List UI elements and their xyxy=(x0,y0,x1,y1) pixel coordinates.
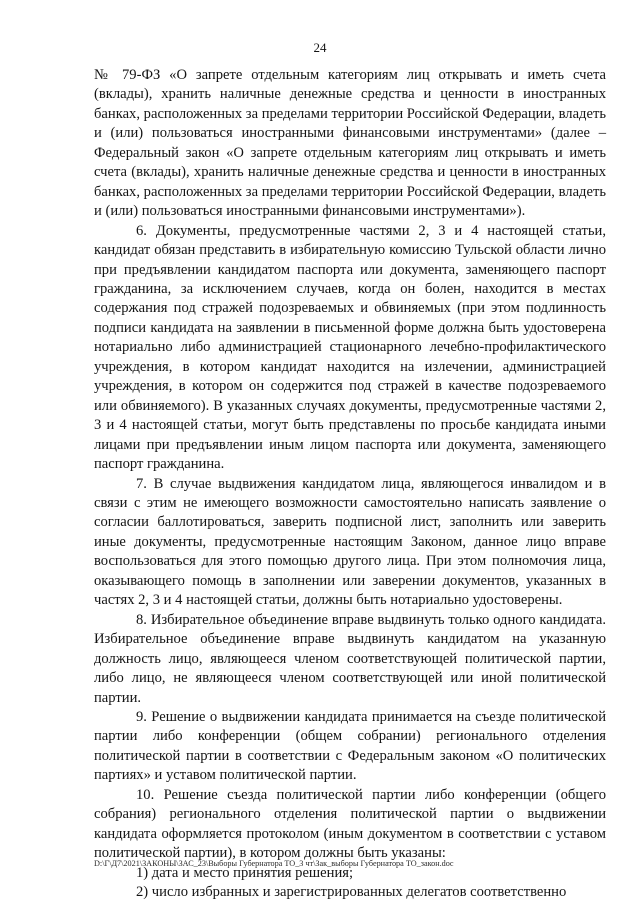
paragraph-7: 7. В случае выдвижения кандидатом лица, являющегося инвалидом и в связи с этим не имеющего возможности самостоятельно написать заявление о согласии баллотироваться, заверить подписной лист, заполнить или заверить иные документы, предусмотренные настоящим Законом, данное лицо вправе воспользоваться для этого помощью другого лица. При этом полномочия лица, оказывающего помощь в заполнении или заверении документов, указанных в частях 2, 3 и 4 настоящей статьи, должны быть нотариально удостоверены. xyxy=(94,475,606,609)
paragraph-continuation: № 79-ФЗ «О запрете отдельным категориям лиц открывать и иметь счета (вклады), хранить наличные денежные средства и ценности в иностранных банках, расположенных за пределами территории Российской Федерации, владеть и (или) пользоваться иностранными финансовыми инструментами» (далее – Федеральный закон «О запрете отдельным категориям лиц открывать и иметь счета (вклады), хранить наличные денежные средства и ценности в иностранных банках, расположенных за пределами территории Российской Федерации, владеть и (или) пользоваться иностранными финансовыми инструментами»). xyxy=(94,67,606,220)
page-number: 24 xyxy=(313,40,327,55)
paragraph-10: 10. Решение съезда политической партии либо конференции (общего собрания) регионального отделения политической партии о выдвижении кандидата оформляется протоколом (иным документом в соответствии с уставом политической партии), в котором должны быть указаны: xyxy=(94,786,606,862)
document-body xyxy=(94,66,606,902)
footer-file-path: D:\Г\Д7\2021\ЗАКОНЫ\ЗАС_23\Выборы Губернатора ТО_3 чт\Зак_выборы Губернатора ТО_закон.doc xyxy=(94,859,454,868)
paragraph-6: 6. Документы, предусмотренные частями 2, 3 и 4 настоящей статьи, кандидат обязан представить в избирательную комиссию Тульской области лично при предъявлении кандидатом паспорта или документа, заменяющего паспорт гражданина, за исключением случаев, когда он болен, находится в местах содержания под стражей подозреваемых и обвиняемых (при этом подлинность подписи кандидата на заявлении в письменной форме должна быть удостоверена нотариально либо администрацией стационарного лечебно-профилактического учреждения, в котором кандидат находится на излечении, администрацией учреждения, в котором он содержится под стражей в качестве подозреваемого или обвиняемого). В указанных случаях документы, предусмотренные частями 2, 3 и 4 настоящей статьи, могут быть представлены по просьбе кандидата иными лицами при предъявлении иным лицом паспорта или документа, заменяющего паспорт гражданина. xyxy=(94,222,606,473)
paragraph-8: 8. Избирательное объединение вправе выдвинуть только одного кандидата. Избирательное объединение вправе выдвинуть кандидатом на указанную должность лицо, являющееся членом соответствующей политической партии, либо лицо, не являющееся членом соответствующей или иной политической партии. xyxy=(94,611,606,706)
list-item-1: 1) дата и место принятия решения; xyxy=(136,864,354,881)
list-item-2: 2) число избранных и зарегистрированных делегатов соответственно xyxy=(136,884,567,901)
paragraph-9: 9. Решение о выдвижении кандидата принимается на съезде политической партии либо конференции (общем собрании) регионального отделения политической партии в соответствии с Федеральным законом «О политических партиях» и уставом политической партии. xyxy=(94,708,606,784)
